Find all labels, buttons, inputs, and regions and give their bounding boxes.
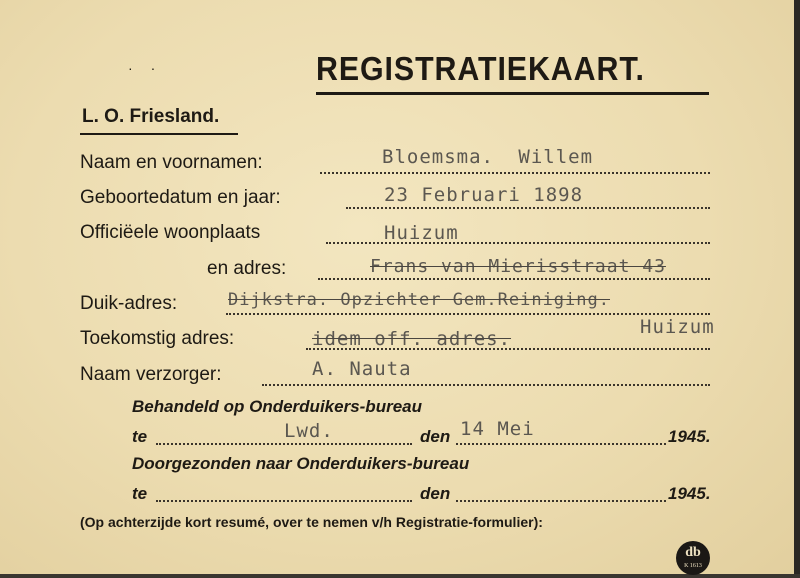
behandeld-den-label: den: [420, 427, 451, 446]
naam-dotted-line: [320, 172, 710, 174]
doorgezonden-den-dotted-line: [456, 500, 666, 502]
card-title: REGISTRATIEKAART.: [316, 50, 645, 87]
printer-stamp-logo: [676, 541, 710, 575]
stamp-code: K 1613: [684, 563, 702, 569]
toekomstig-label: Toekomstig adres:: [80, 328, 235, 349]
behandeld-den-dotted-line: [456, 443, 666, 445]
behandeld-te-dotted-line: [156, 443, 412, 445]
behandeld-heading: Behandeld op Onderduikers-bureau: [132, 397, 422, 416]
verzorger-value: A. Nauta: [312, 358, 412, 380]
toekomstig-extra-value: Huizum: [640, 316, 715, 338]
decorative-dots: ··: [128, 60, 174, 76]
title-underline: [316, 92, 709, 95]
woonplaats-value: Huizum: [384, 222, 459, 244]
doorgezonden-heading: Doorgezonden naar Onderduikers-bureau: [132, 454, 470, 473]
behandeld-te-label: te: [132, 427, 148, 446]
card-edge-shadow-right: [794, 0, 800, 578]
doorgezonden-te-label: te: [132, 484, 148, 503]
organisation-underline: [80, 133, 238, 135]
geboorte-value: 23 Februari 1898: [384, 184, 584, 206]
naam-value: Bloemsma. Willem: [382, 146, 594, 168]
adres-label: en adres:: [207, 258, 287, 279]
behandeld-den-value: 14 Mei: [460, 418, 535, 440]
behandeld-te-value: Lwd.: [284, 420, 334, 442]
stamp-letters: db: [685, 545, 701, 560]
behandeld-year: 1945.: [668, 427, 711, 446]
verzorger-dotted-line: [262, 384, 710, 386]
woonplaats-label: Officiëele woonplaats: [80, 222, 261, 243]
naam-label: Naam en voornamen:: [80, 152, 263, 173]
geboorte-label: Geboortedatum en jaar:: [80, 187, 281, 208]
duik-value: Dijkstra. Opzichter Gem.Reiniging.: [228, 290, 610, 310]
duik-dotted-line: [226, 313, 710, 315]
adres-value: Frans van Mierisstraat 43: [370, 256, 666, 277]
card-edge-shadow-bottom: [0, 574, 800, 578]
verzorger-label: Naam verzorger:: [80, 364, 222, 385]
doorgezonden-den-label: den: [420, 484, 451, 503]
toekomstig-value: idem off. adres.: [312, 328, 512, 350]
duik-label: Duik-adres:: [80, 293, 178, 314]
footer-note: (Op achterzijde kort resumé, over te nemen v/h Registratie-formulier):: [80, 514, 543, 530]
geboorte-dotted-line: [346, 207, 710, 209]
doorgezonden-year: 1945.: [668, 484, 711, 503]
adres-dotted-line: [318, 278, 710, 280]
organisation-name: L. O. Friesland.: [82, 106, 220, 127]
doorgezonden-te-dotted-line: [156, 500, 412, 502]
